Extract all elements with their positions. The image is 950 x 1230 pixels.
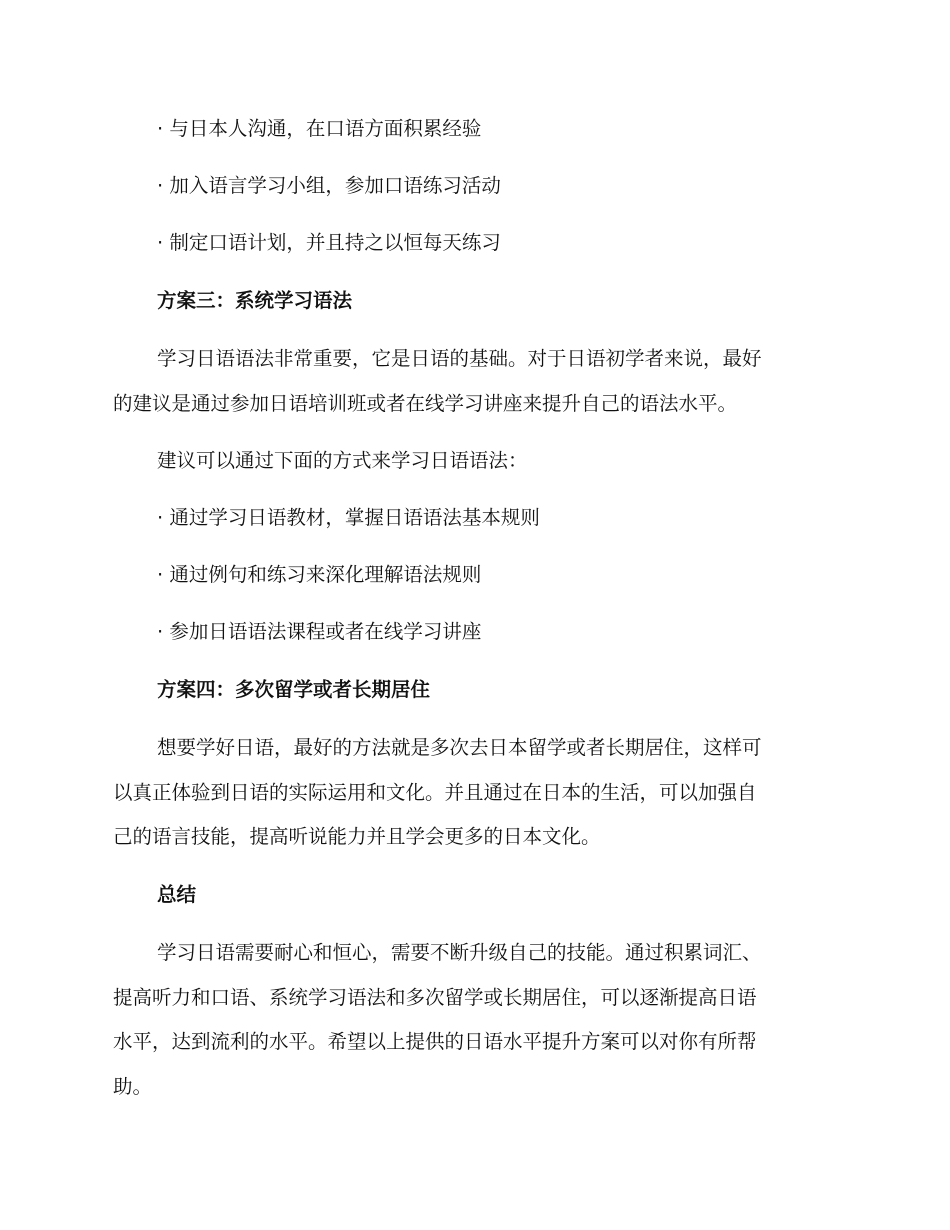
bullet-item: · 通过例句和练习来深化理解语法规则	[157, 563, 482, 586]
paragraph-line: 以真正体验到日语的实际运用和文化。并且通过在日本的生活，可以加强自	[113, 781, 757, 804]
bullet-item: · 与日本人沟通，在口语方面积累经验	[157, 117, 482, 140]
paragraph-line: 助。	[113, 1075, 153, 1098]
paragraph-line: 学习日语语法非常重要，它是日语的基础。对于日语初学者来说，最好	[157, 347, 762, 370]
bullet-item: · 加入语言学习小组，参加口语练习活动	[157, 174, 501, 197]
bullet-item: · 通过学习日语教材，掌握日语语法基本规则	[157, 506, 540, 529]
paragraph-line: 想要学好日语，最好的方法就是多次去日本留学或者长期居住，这样可	[157, 736, 762, 759]
paragraph-intro: 建议可以通过下面的方式来学习日语语法：	[157, 449, 528, 472]
paragraph-line: 提高听力和口语、系统学习语法和多次留学或长期居住，可以逐渐提高日语	[113, 986, 757, 1009]
bullet-item: · 制定口语计划，并且持之以恒每天练习	[157, 231, 501, 254]
section-heading: 方案四：多次留学或者长期居住	[157, 678, 431, 701]
paragraph-line: 的建议是通过参加日语培训班或者在线学习讲座来提升自己的语法水平。	[113, 392, 738, 415]
paragraph-line: 学习日语需要耐心和恒心，需要不断升级自己的技能。通过积累词汇、	[157, 941, 762, 964]
bullet-item: · 参加日语语法课程或者在线学习讲座	[157, 620, 482, 643]
section-heading: 总结	[157, 883, 197, 906]
paragraph-line: 己的语言技能，提高听说能力并且学会更多的日本文化。	[113, 825, 601, 848]
paragraph-line: 水平，达到流利的水平。希望以上提供的日语水平提升方案可以对你有所帮	[113, 1030, 757, 1053]
section-heading: 方案三：系统学习语法	[157, 289, 353, 312]
